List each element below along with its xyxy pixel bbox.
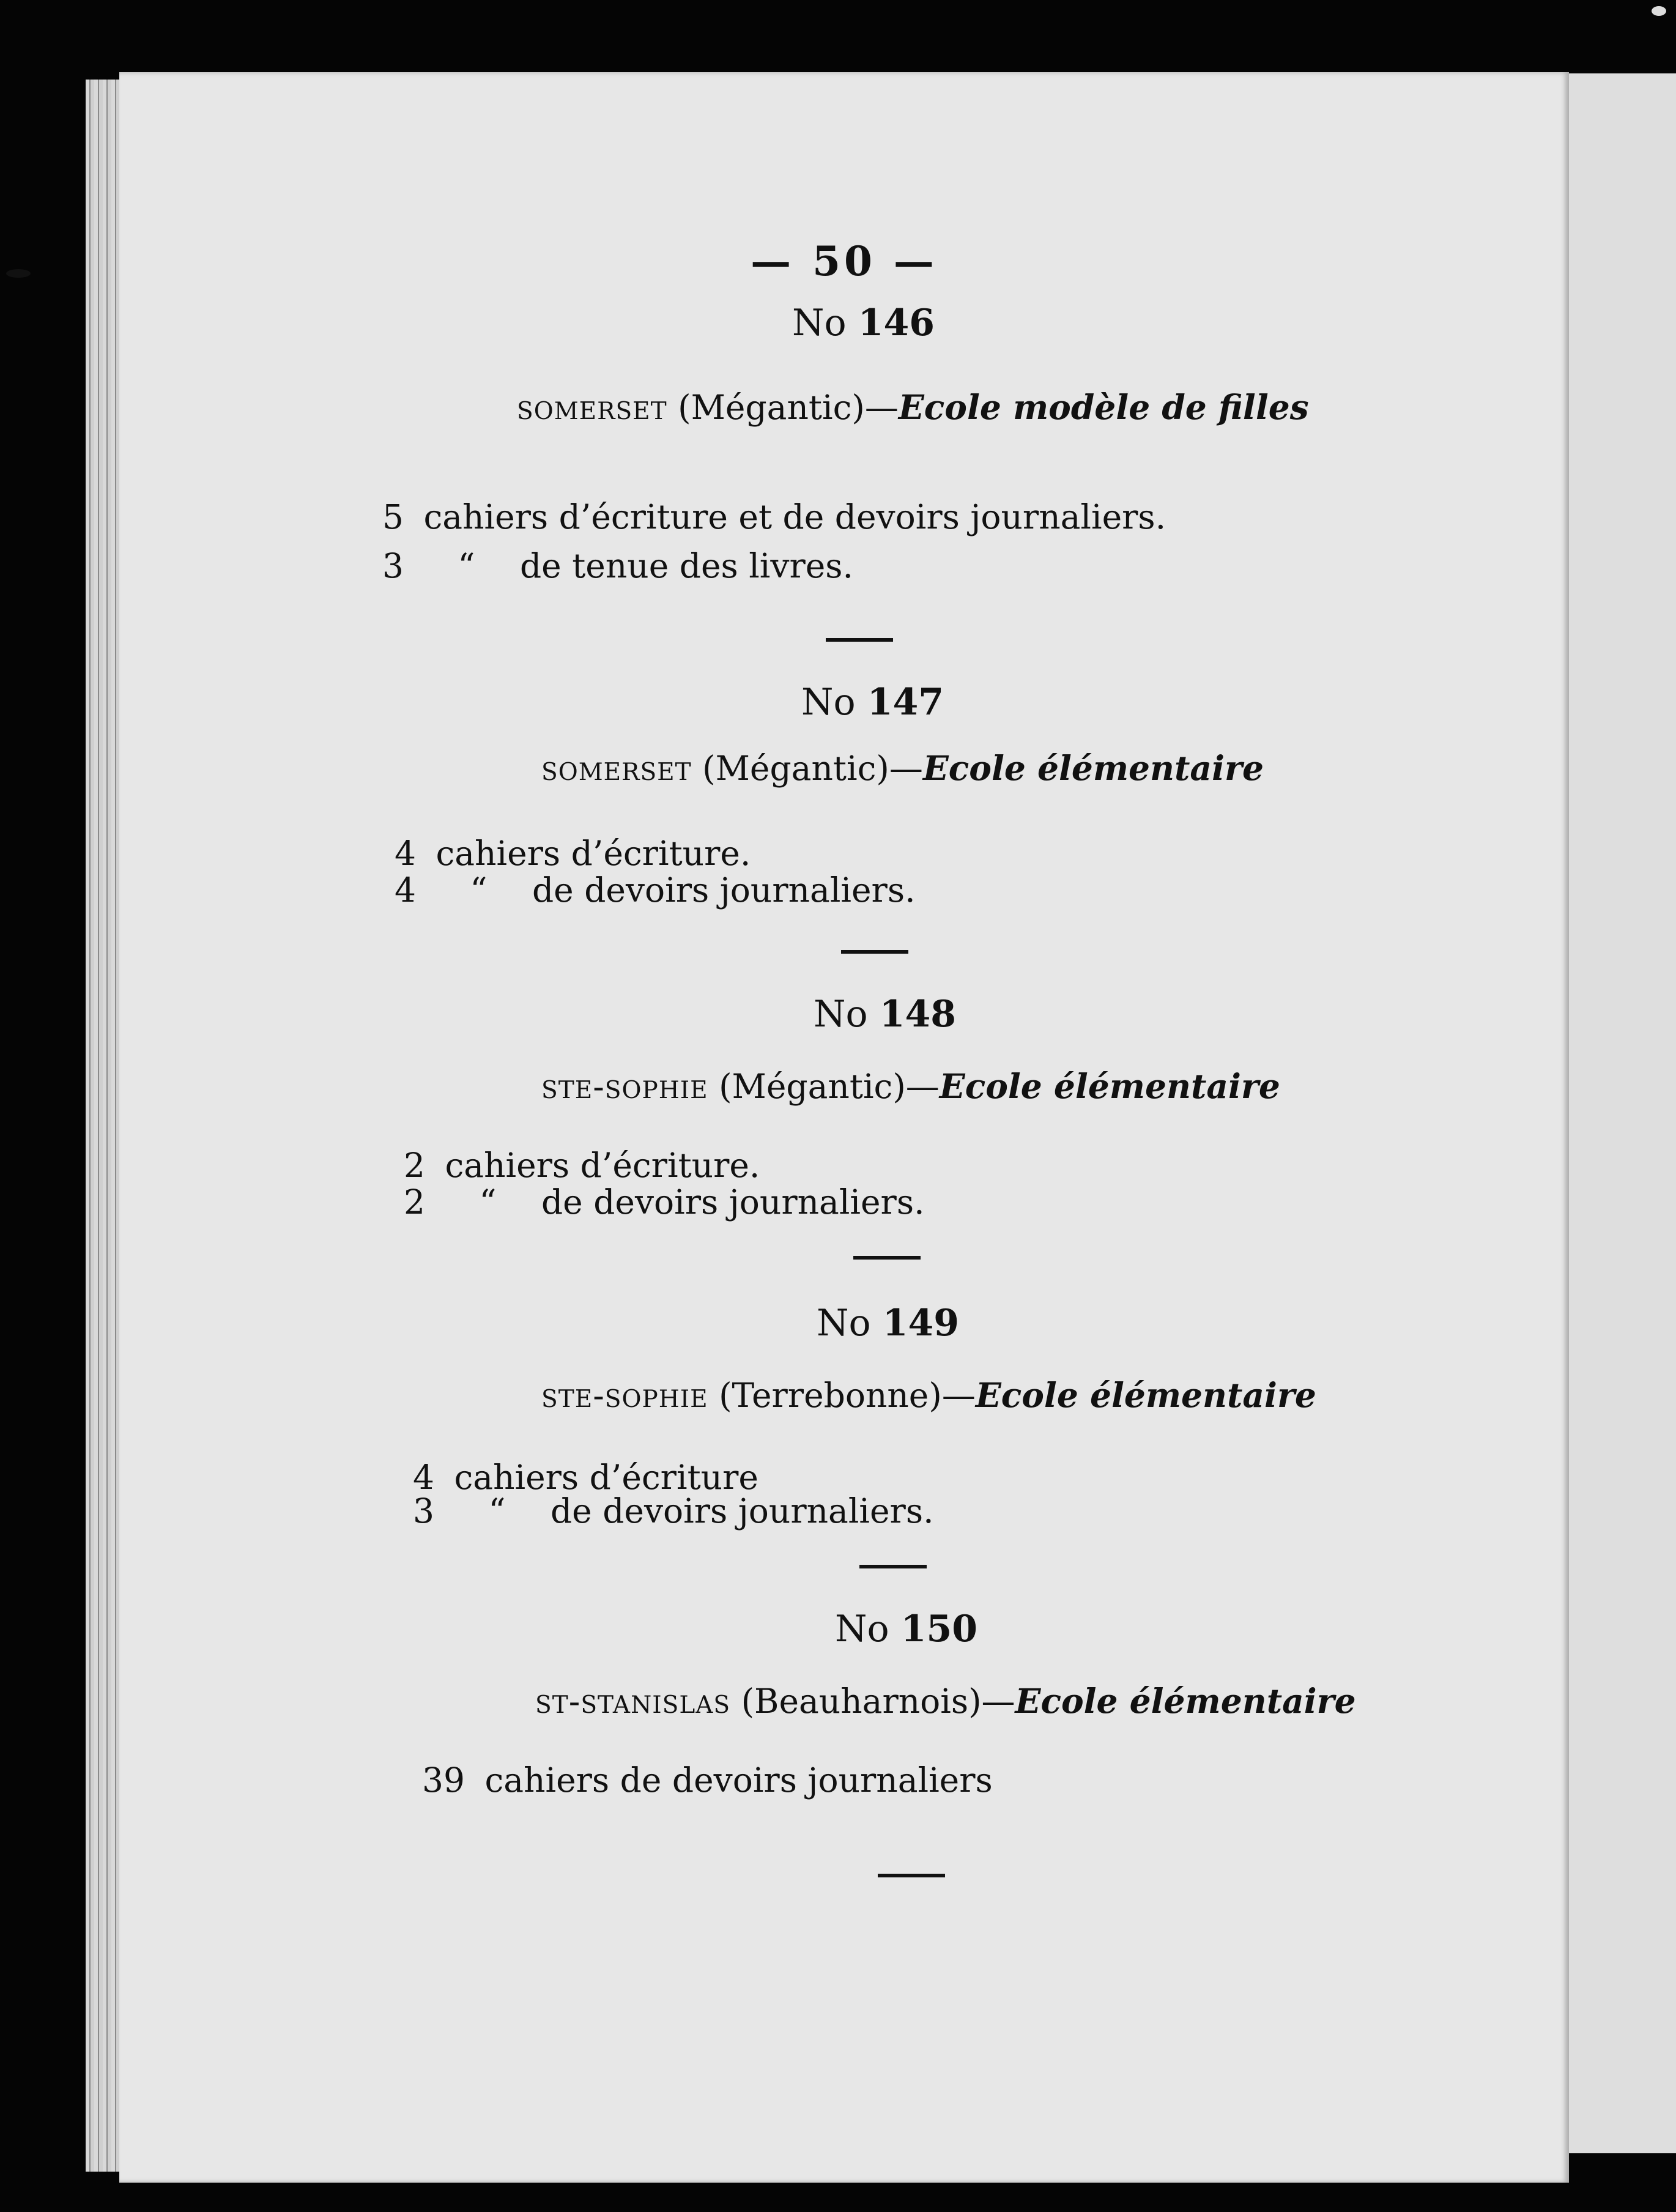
school-type: Ecole élémentaire	[939, 1066, 1280, 1106]
item-text: cahiers d’écriture	[454, 1458, 758, 1497]
place-name: somerset	[517, 388, 667, 427]
item-quantity: 3	[382, 546, 404, 585]
entry-number	[835, 1608, 977, 1650]
item-line	[395, 834, 751, 873]
scan-speck	[6, 269, 31, 278]
entry-number	[801, 681, 944, 724]
item-quantity: 2	[404, 1146, 425, 1185]
entry-number-value: 146	[858, 302, 935, 344]
county-name: (Mégantic)—	[719, 1067, 940, 1106]
item-quantity: 5	[382, 497, 404, 536]
item-line	[422, 1761, 993, 1800]
ditto-mark: “	[479, 1182, 497, 1222]
item-text: cahiers de devoirs journaliers	[484, 1761, 993, 1800]
county-name: (Terrebonne)—	[719, 1376, 976, 1415]
item-text: cahiers d’écriture.	[445, 1146, 760, 1185]
section-divider	[826, 638, 893, 642]
school-type: Ecole élémentaire	[1015, 1681, 1356, 1721]
page-number: — 50 —	[751, 237, 938, 285]
item-line	[404, 1182, 925, 1222]
place-name: st-stanislas	[535, 1682, 731, 1721]
section-divider	[878, 1874, 945, 1877]
entry-number-value: 149	[882, 1302, 959, 1345]
entry-heading	[535, 1681, 1356, 1721]
ditto-mark: “	[458, 546, 475, 585]
item-text: de devoirs journaliers.	[532, 870, 916, 910]
county-name: (Mégantic)—	[678, 388, 899, 427]
entry-number-prefix: No	[835, 1608, 889, 1650]
item-text: de devoirs journaliers.	[550, 1491, 934, 1531]
item-quantity: 4	[413, 1458, 434, 1497]
entry-number-prefix: No	[814, 993, 868, 1036]
entry-heading	[517, 387, 1309, 427]
item-quantity: 39	[422, 1761, 465, 1800]
item-quantity: 4	[395, 870, 416, 910]
county-name: (Mégantic)—	[702, 749, 923, 788]
school-type: Ecole élémentaire	[975, 1375, 1316, 1415]
item-text: de devoirs journaliers.	[541, 1182, 925, 1222]
entry-number-prefix: No	[817, 1302, 871, 1345]
entry-number	[814, 993, 956, 1036]
place-name: somerset	[541, 749, 692, 788]
school-type: Ecole modèle de filles	[898, 387, 1309, 427]
entry-number	[817, 1302, 959, 1345]
item-text: cahiers d’écriture et de devoirs journaliers.	[423, 497, 1166, 536]
county-name: (Beauharnois)—	[741, 1682, 1015, 1721]
entry-heading	[541, 1066, 1280, 1106]
item-quantity: 3	[413, 1491, 434, 1531]
section-divider	[859, 1565, 927, 1568]
scan-speck	[1652, 6, 1666, 16]
item-text: de tenue des livres.	[519, 546, 854, 585]
item-line	[382, 546, 853, 585]
item-line	[395, 870, 916, 910]
school-type: Ecole élémentaire	[922, 748, 1264, 788]
ditto-mark: “	[470, 870, 488, 910]
entry-number-value: 150	[900, 1608, 977, 1650]
item-quantity: 4	[395, 834, 416, 873]
section-divider	[853, 1256, 921, 1260]
entry-number-value: 147	[867, 681, 944, 724]
item-line	[382, 497, 1166, 536]
entry-number-prefix: No	[801, 681, 856, 724]
place-name: ste-sophie	[541, 1067, 708, 1106]
item-quantity: 2	[404, 1182, 425, 1222]
entry-heading	[541, 1375, 1316, 1415]
document-page	[119, 72, 1569, 2183]
entry-heading	[541, 748, 1264, 788]
item-text: cahiers d’écriture.	[436, 834, 751, 873]
page-content	[119, 72, 1569, 2183]
item-line	[404, 1146, 760, 1185]
section-divider	[841, 950, 908, 954]
item-line	[413, 1491, 934, 1531]
place-name: ste-sophie	[541, 1376, 708, 1415]
entry-number	[792, 302, 935, 344]
entry-number-value: 148	[879, 993, 956, 1036]
ditto-mark: “	[488, 1491, 506, 1531]
entry-number-prefix: No	[792, 302, 847, 344]
